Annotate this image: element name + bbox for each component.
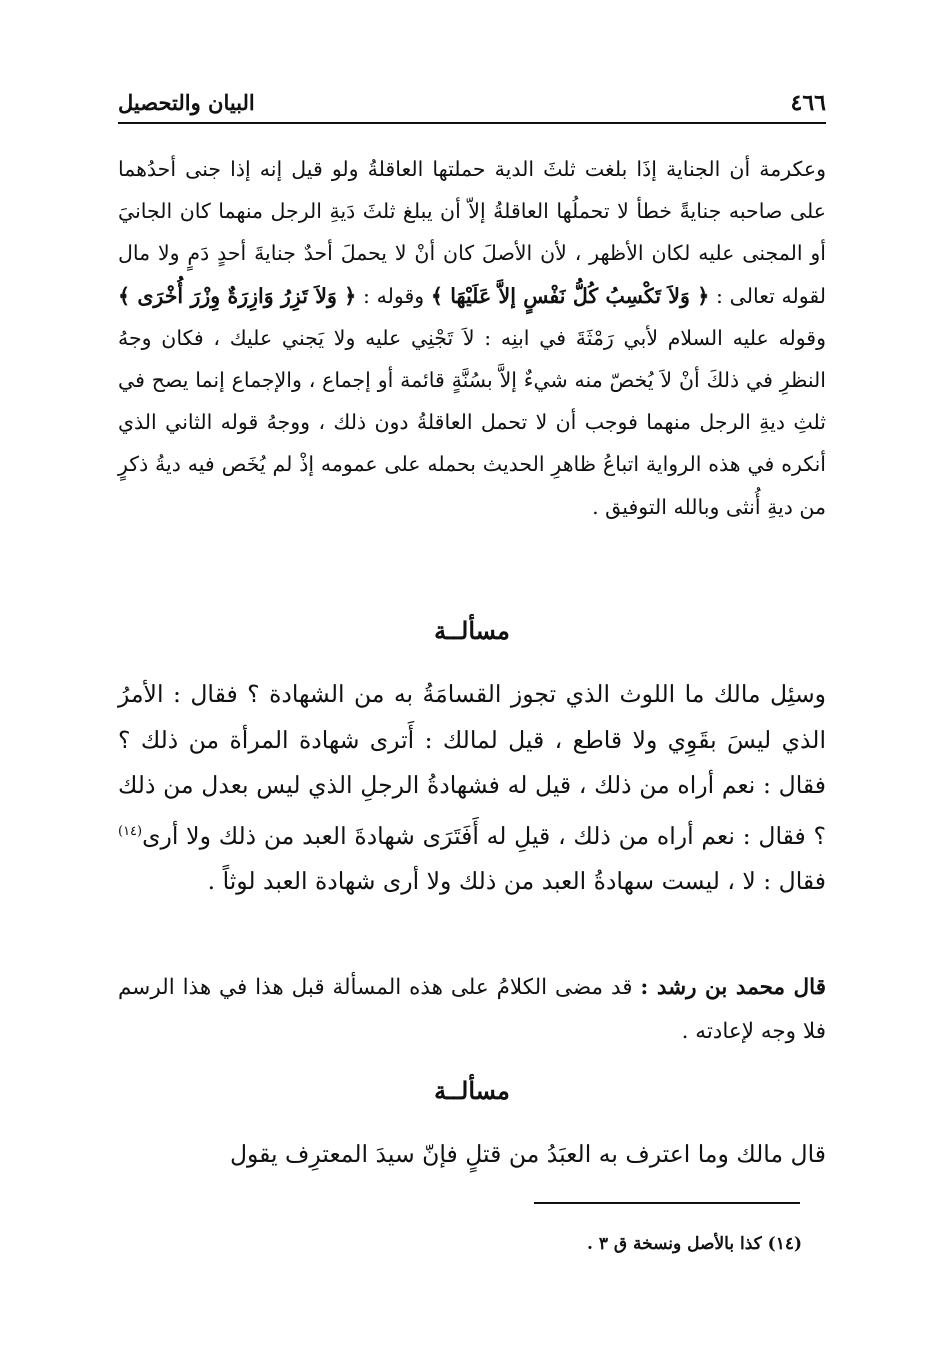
footnote-rule <box>534 1202 800 1204</box>
paragraph-2-text-b: فقال : لا ، ليست سهادةُ العبد من ذلك ولا أرى شهادة العبد لوثاً . <box>207 866 826 895</box>
footnote-reference: (١٤) <box>118 823 143 839</box>
paragraph-3-text: قد مضى الكلامُ على هذه المسألة قبل هذا في هذا الرسم فلا وجه لإعادته . <box>118 975 826 1044</box>
section-heading-1: مسألــة <box>434 616 510 645</box>
paragraph-1-text-c: وقوله عليه السلام لأبي رَمْثَةَ في ابنِه : لاَ تَجْنِي عليه ولا يَجني عليك ، فكان وجهُ النظرِ في ذلكَ أنْ لاَ يُخصّ منه شيءٌ إلاَّ بسُنَّةٍ قائمة أو إجماع ، والإجماع إنما يصح في ثلثِ ديةِ الرجل منهما فوجب أن لا تحمل العاقلةُ دون ذلك ، ووجهُ قوله الثاني الذي أنكره في هذه الرواية اتباعُ ظاهرِ الحديث بحمله على عمومه إذْ لم يُخَص فيه ديةُ ذكرٍ من ديةِ أُنثى وبالله التوفيق . <box>118 325 826 519</box>
speaker-label: قال محمد بن رشد : <box>640 975 826 1000</box>
quran-quote-2: ﴿ وَلاَ تَزِرُ وَازِرَةٌ وِزْرَ أُخْرَى ﴾ <box>118 283 357 308</box>
paragraph-3 <box>118 966 826 1054</box>
footnote: (١٤) كذا بالأصل ونسخة ق ٣ . <box>587 1234 802 1254</box>
paragraph-1-text-b: وقوله : <box>362 283 425 308</box>
running-title: البيان والتحصيل <box>118 90 255 115</box>
header-rule <box>118 122 826 124</box>
quran-quote-1: ﴿ وَلاَ تَكْسِبُ كُلُّ نَفْسٍ إلاَّ عَلَيْهَا ﴾ <box>430 283 710 308</box>
page-number: ٤٦٦ <box>790 90 826 116</box>
paragraph-2 <box>118 672 826 904</box>
paragraph-1 <box>118 148 826 528</box>
paragraph-4: قال مالك وما اعترف به العبَدُ من قتلٍ فإنّ سيدَ المعترِف يقول <box>229 1140 826 1168</box>
paragraph-1-text-a: وعكرمة أن الجناية إذَا بلغت ثلثَ الدية حملتها العاقلةُ ولو قيل إنه إذا جنى أحدُهما على صاحبه جنايةً خطأ لا تحملُها العاقلةُ إلاّ أن يبلغ ثلثَ دَيةِ الرجل منهما كان الجانيَ أو المجنى عليه لكان الأظهر ، لأن الأصلَ كان أنْ لا يحملَ أحدٌ جنايةَ أحدٍ دَمٍ ولا مال لقوله تعالى : <box>118 157 826 308</box>
section-heading-2: مسألــة <box>434 1076 510 1105</box>
paragraph-2-text-a: وسئِل مالك ما اللوث الذي تجوز القسامَةُ به من الشهادة ؟ فقال : الأمرُ الذي ليسَ بقَوِي ولا قاطع ، قيل لمالك : أَترى شهادة المرأة من ذلك ؟ فقال : نعم أراه من ذلك ، قيل له فشهادةُ الرجلِ الذي ليس بعدل من ذلك ؟ فقال : نعم أراه من ذلك ، قيلِ له أَفَتَرَى شهادةَ العبد من ذلك ولا أرى <box>118 680 826 850</box>
page-header <box>118 82 826 122</box>
